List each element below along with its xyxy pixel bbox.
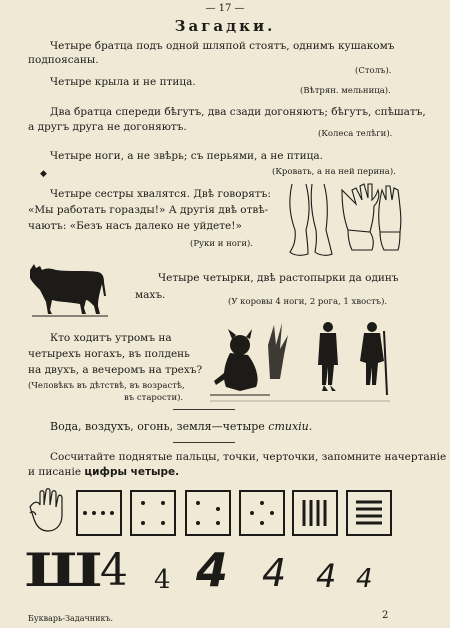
footer-page-signature: 2 [382, 610, 389, 621]
riddle-2-text: Четыре крыла и не птица. [50, 76, 196, 88]
bullet-marker: ◆ [40, 169, 47, 179]
exercise-line2 [28, 466, 179, 479]
digit-four-serif-small: 4 [154, 565, 171, 595]
dots-box-row [76, 490, 122, 536]
digit-four-script-small: 4 [316, 557, 337, 595]
dots-box-square [130, 490, 176, 536]
riddle-7-answer-line2: въ старости). [124, 393, 184, 403]
divider-top [173, 409, 235, 410]
digit-four-script-medium: 4 [262, 551, 287, 595]
dots-box-three [185, 490, 231, 536]
riddle-5-line2: «Мы работать горазды!» А другія двѣ отвѣ- [28, 204, 269, 216]
riddle-6-line2: махъ. [135, 289, 166, 301]
riddle-5-answer: (Руки и ноги). [190, 239, 254, 249]
riddle-6-answer: (У коровы 4 ноги, 2 рога, 1 хвостъ). [228, 297, 388, 307]
legs-hands-illustration [282, 182, 402, 260]
riddle-3-line2: а другъ друга не догоняютъ. [28, 121, 187, 133]
page-number: — 17 — [205, 3, 245, 14]
elements-text-2: четыре [222, 420, 269, 433]
roman-numeral-four: Ш [24, 543, 103, 597]
digit-four-script-large: 4 [196, 543, 229, 597]
elements-text: Вода, воздухъ, огонь, земля— [50, 420, 223, 433]
riddle-2-answer: (Вѣтрян. мельница). [300, 86, 391, 96]
riddle-6-line1: Четыре четырки, двѣ растопырки да одинъ [158, 272, 399, 284]
lines-box-vertical [292, 490, 338, 536]
riddle-7-line1: Кто ходитъ утромъ на [50, 332, 172, 344]
riddle-1-answer: (Столъ). [355, 66, 392, 76]
riddle-3-line1: Два братца спереди бѣгутъ, два сзади догоняютъ; бѣгутъ, спѣшатъ, [50, 106, 426, 118]
lines-box-horizontal [346, 490, 392, 536]
riddle-4-text: Четыре ноги, а не звѣрь; съ перьями, а не птица. [50, 150, 324, 162]
exercise-line2-text: и писаніе [28, 466, 85, 478]
ages-of-man-illustration [210, 315, 390, 405]
footer-left: Букварь-Задачникъ. [28, 614, 114, 623]
exercise-line2-bold: цифры четыре. [84, 466, 180, 478]
riddle-1-line1: Четыре братца подъ одной шляпой стоятъ, однимъ кушакомъ [50, 40, 395, 52]
riddle-5-line3: чаютъ: «Безъ насъ далеко не уйдете!» [28, 220, 242, 232]
riddle-5-line1: Четыре сестры хвалятся. Двѣ говорятъ: [50, 188, 271, 200]
elements-line [50, 420, 312, 433]
riddle-7-line2: четырехъ ногахъ, въ полдень [28, 348, 190, 360]
riddle-1-line2: подпоясаны. [28, 54, 99, 66]
elements-emphasis: стихіи. [268, 420, 313, 433]
riddle-3-answer: (Колеса телѣги). [318, 129, 393, 139]
digit-four-script-smallest: 4 [356, 564, 373, 594]
riddle-7-answer-line1: (Человѣкъ въ дѣтствѣ, въ возрастѣ, [28, 381, 185, 391]
cow-illustration [26, 262, 110, 318]
digit-four-serif-large: 4 [100, 545, 128, 596]
dots-box-diamond [239, 490, 285, 536]
riddle-4-answer: (Кровать, а на ней перина). [272, 167, 396, 177]
riddle-7-line3: на двухъ, а вечеромъ на трехъ? [28, 364, 203, 376]
exercise-line1: Сосчитайте поднятые пальцы, точки, черточки, запомните начертаніе [50, 451, 447, 463]
page-title: Загадки. [174, 17, 276, 35]
hand-four-fingers-icon [26, 489, 70, 535]
divider-bottom [173, 442, 235, 443]
